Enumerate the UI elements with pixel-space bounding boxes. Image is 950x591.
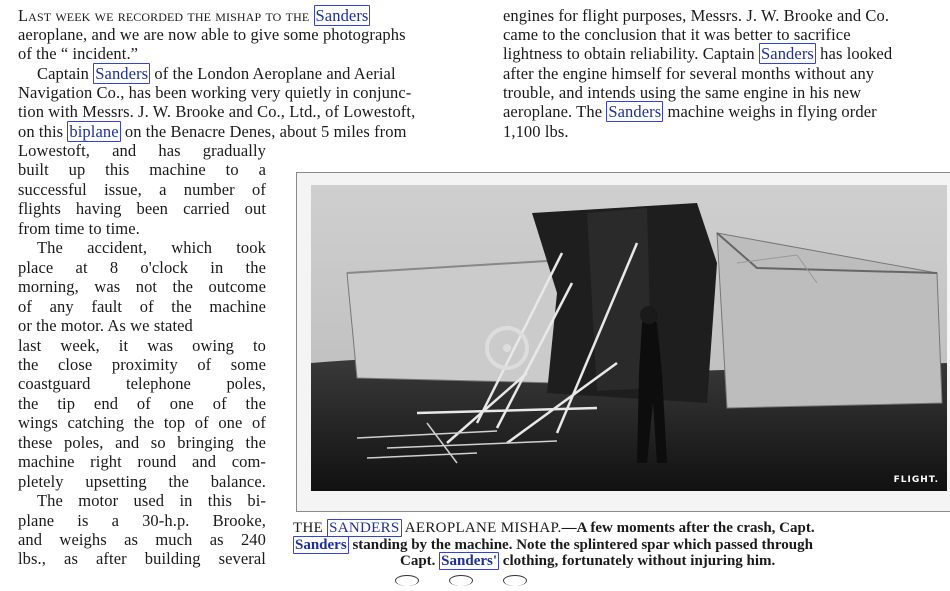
text-line: came to the conclusion that it was better to sacrifice: [503, 25, 851, 44]
search-highlight-sanders[interactable]: Sanders: [295, 537, 347, 553]
caption-line: [293, 520, 815, 537]
text-run: Last week we recorded the mishap to the: [18, 6, 314, 25]
search-highlight-sanders[interactable]: Sanders: [315, 6, 369, 25]
text-line: last week, it was owing to: [18, 335, 266, 355]
text-line: place at 8 o'clock in the: [18, 257, 266, 277]
oval-ornament-icon: [395, 575, 419, 586]
search-highlight-sanders[interactable]: Sanders: [608, 102, 662, 121]
text-run: on the Benacre Denes, about 5 miles from: [120, 122, 407, 141]
text-line: pletely upsetting the balance.: [18, 471, 266, 491]
text-line: 1,100 lbs.: [503, 122, 569, 141]
photo-credit: FLIGHT.: [893, 475, 939, 485]
text-line: after the engine himself for several months without any: [503, 64, 875, 83]
text-line: from time to time.: [18, 218, 140, 238]
text-line: Lowestoft, and has gradually: [18, 141, 266, 160]
text-line: these poles, and so bringing the: [18, 432, 266, 452]
search-highlight-sanders[interactable]: SANDERS: [329, 520, 400, 536]
caption-text: clothing, fortunately without injuring him.: [499, 553, 776, 569]
decorative-ovals: [395, 573, 557, 591]
caption-line: [400, 553, 775, 570]
text-line: lbs., as after building several: [18, 549, 266, 569]
text-line: aeroplane, and we are now able to give some photographs: [18, 25, 406, 44]
text-line: built up this machine to a: [18, 160, 266, 180]
text-line: plane is a 30-h.p. Brooke,: [18, 510, 266, 530]
text-line: machine right round and com-: [18, 452, 266, 472]
text-line: wings catching the top of one of: [18, 413, 266, 433]
photo-illustration: [297, 173, 950, 511]
text-run: on this: [18, 122, 68, 141]
search-highlight-biplane[interactable]: biplane: [69, 122, 119, 141]
text-line: flights having been carried out: [18, 199, 266, 219]
text-line: [503, 44, 892, 64]
text-run: Captain: [37, 64, 94, 83]
caption-text: Capt.: [400, 553, 440, 569]
caption-title: THE: [293, 520, 328, 536]
aeroplane-crash-photo: [296, 172, 950, 512]
text-run: of the London Aeroplane and Aerial: [150, 64, 396, 83]
text-line: engines for flight purposes, Messrs. J. W. Brooke and Co.: [503, 6, 890, 25]
text-line: morning, was not the outcome: [18, 277, 266, 297]
text-line: The motor used in this bi-: [37, 491, 266, 511]
text-line: [503, 102, 877, 122]
text-line: of the “ incident.”: [18, 44, 139, 63]
text-line: The accident, which took: [37, 238, 266, 258]
search-highlight-sanders[interactable]: Sanders: [761, 44, 814, 63]
text-line: coastguard telephone poles,: [18, 374, 266, 394]
text-line: tion with Messrs. J. W. Brooke and Co., Ltd., of Lowestoft,: [18, 102, 416, 121]
caption-text: standing by the machine. Note the splintered spar which passed through: [348, 537, 813, 553]
caption-title: AEROPLANE MISHAP.: [401, 520, 562, 536]
caption-line: [293, 537, 813, 554]
text-line: [18, 122, 407, 142]
oval-ornament-icon: [449, 575, 473, 586]
oval-ornament-icon: [503, 575, 527, 586]
text-line: and weighs as much as 240: [18, 530, 266, 549]
text-run: lightness to obtain reliability. Captain: [503, 44, 759, 63]
text-line: [18, 6, 370, 26]
text-line: or the motor. As we stated: [18, 316, 193, 336]
caption-text: —A few moments after the crash, Capt.: [561, 520, 815, 536]
search-highlight-sanders[interactable]: Sanders': [441, 553, 498, 569]
text-line: of any fault of the machine: [18, 296, 266, 316]
text-run: machine weighs in flying order: [663, 102, 877, 121]
text-line: trouble, and intends using the same engine in his new: [503, 83, 862, 102]
text-line: Navigation Co., has been working very quietly in conjunc-: [18, 83, 412, 102]
text-line: the close proximity of some: [18, 354, 266, 374]
text-run: aeroplane. The: [503, 102, 607, 121]
text-line: [37, 64, 396, 84]
text-line: successful issue, a number of: [18, 179, 266, 199]
text-run: has looked: [815, 44, 893, 63]
text-line: the tip end of one of the: [18, 393, 266, 413]
search-highlight-sanders[interactable]: Sanders: [95, 64, 149, 83]
